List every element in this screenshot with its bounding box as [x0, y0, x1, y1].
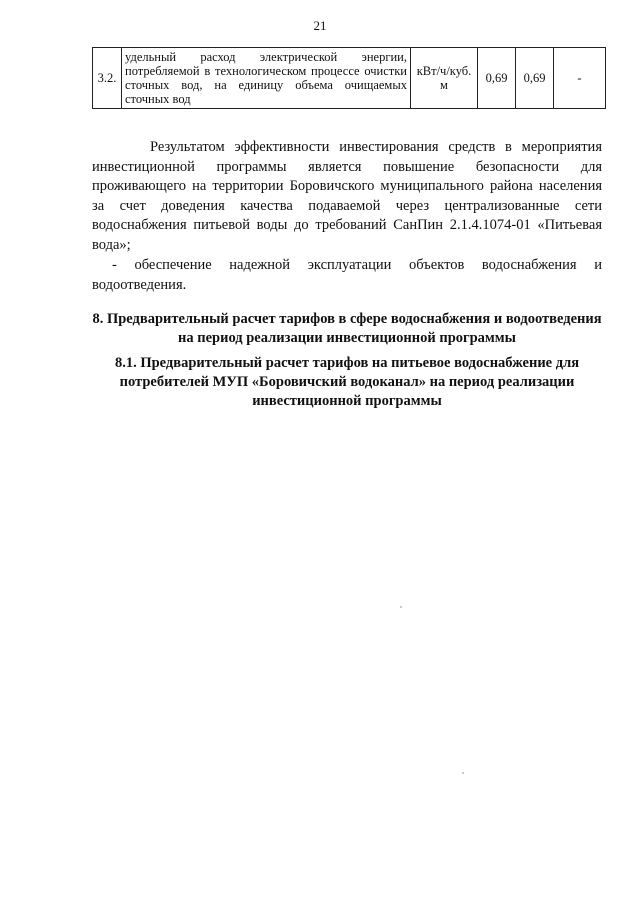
- reliability-paragraph: - обеспечение надежной эксплуатации объектов водоснабжения и водоотведения.: [92, 257, 602, 293]
- section-8-heading: 8. Предварительный расчет тарифов в сфере водоснабжения и водоотведения на период реализации инвестиционной программы: [92, 311, 602, 346]
- row-description: удельный расход электрической энергии, потребляемой в технологическом процессе очистки сточных вод, на единицу объема очищаемых сточных вод: [122, 48, 411, 109]
- table-row: [93, 48, 606, 109]
- section-8-1-heading: 8.1. Предварительный расчет тарифов на питьевое водоснабжение для потребителей МУП «Боровичский водоканал» на период реализации инвестиционной программы: [114, 355, 580, 409]
- row-value-1: 0,69: [478, 48, 516, 109]
- row-value-2: 0,69: [516, 48, 554, 109]
- row-value-3: -: [554, 48, 606, 109]
- page-number: 21: [313, 18, 327, 33]
- scan-speck: [400, 606, 402, 608]
- result-paragraph: Результатом эффективности инвестирования средств в мероприятия инвестиционной программы является повышение безопасности для проживающего на территории Боровичского муниципального района населения за счет доведения качества подаваемой через централизованные сети водоснабжения питьевой воды до требований СанПин 2.1.4.1074-01 «Питьевая вода»;: [92, 139, 602, 253]
- row-unit: кВт/ч/куб. м: [411, 48, 478, 109]
- indicator-table: [92, 47, 606, 109]
- scan-speck: [462, 772, 464, 774]
- row-number: 3.2.: [93, 48, 122, 109]
